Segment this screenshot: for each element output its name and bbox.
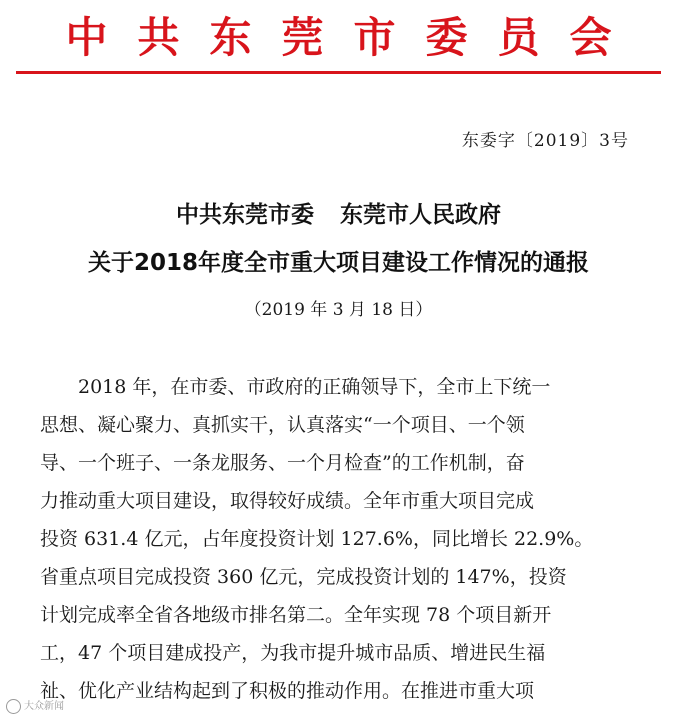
body-line: 祉、优化产业结构起到了积极的推动作用。在推进市重大项 [40,680,535,702]
document-title-subject: 关于2018年度全市重大项目建设工作情况的通报 [87,250,589,276]
body-line: 计划完成率全省各地级市排名第二。全年实现 78 个项目新开 [40,604,552,626]
watermark [6,697,64,714]
body-line: 思想、凝心聚力、真抓实干，认真落实“一个项目、一个领 [40,414,525,436]
document-title-issuers [0,198,677,232]
body-line: 投资 631.4 亿元，占年度投资计划 127.6%，同比增长 22.9%。 [40,528,594,550]
body-line: 省重点项目完成投资 360 亿元，完成投资计划的 147%，投资 [40,566,567,588]
document-number: 东委字〔2019〕3号 [461,131,629,151]
masthead-red-rule [16,71,661,74]
body-line: 工，47 个项目建成投产，为我市提升城市品质、增进民生福 [40,642,546,664]
masthead-title: 中共东莞市委员会 [65,13,642,62]
watermark-logo-icon [6,699,21,714]
issuer-city-government: 东莞市人民政府 [340,202,501,228]
body-line: 力推动重大项目建设，取得较好成绩。全年市重大项目完成 [40,490,535,512]
body-paragraph [40,368,646,710]
watermark-text: 大众新闻 [24,701,64,712]
issuer-party-committee: 中共东莞市委 [176,202,314,228]
body-line: 导、一个班子、一条龙服务、一个月检查”的工作机制，奋 [40,452,525,474]
document-date: （2019 年 3 月 18 日） [244,300,433,320]
body-line: 2018 年，在市委、市政府的正确领导下，全市上下统一 [40,376,551,398]
